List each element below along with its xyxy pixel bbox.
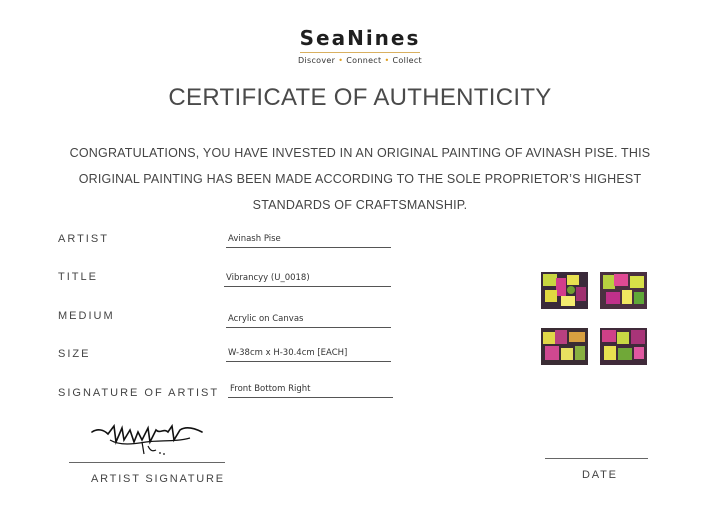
date-label: DATE	[582, 469, 618, 481]
tagline-word: Connect	[346, 56, 382, 65]
tagline-word: Discover	[298, 56, 336, 65]
title-value: Vibrancyy (U_0018)	[224, 273, 391, 287]
painting-thumbnail	[541, 272, 588, 309]
size-label: SIZE	[58, 348, 91, 360]
painting-thumbnail	[600, 328, 647, 365]
artist-label: ARTIST	[58, 233, 109, 245]
brand-tagline	[0, 56, 720, 65]
size-value: W-38cm x H-30.4cm [EACH]	[226, 348, 391, 362]
artist-value: Avinash Pise	[226, 234, 391, 248]
tagline-dot: •	[384, 56, 390, 65]
painting-thumbnail	[600, 272, 647, 309]
medium-value: Acrylic on Canvas	[226, 314, 391, 328]
congratulations-text: CONGRATULATIONS, YOU HAVE INVESTED IN AN ORIGINAL PAINTING OF AVINASH PISE. THIS ORIGINAL PAINTING HAS BEEN MADE ACCORDING TO THE SOLE PROPRIETOR’S HIGHEST STANDARDS OF CRAFTSMANSHIP.	[69, 146, 651, 212]
brand-underline	[300, 52, 420, 53]
date-line	[545, 458, 648, 459]
painting-thumbnail	[541, 328, 588, 365]
artist-signature-label: ARTIST SIGNATURE	[91, 473, 225, 485]
certificate-title: CERTIFICATE OF AUTHENTICITY	[168, 84, 552, 111]
artist-signature-line	[69, 462, 225, 463]
medium-label: MEDIUM	[58, 310, 115, 322]
title-label: TITLE	[58, 271, 98, 283]
brand-logo	[0, 26, 720, 65]
brand-wordmark: SeaNines	[299, 26, 421, 50]
signature-value: Front Bottom Right	[228, 384, 393, 398]
artist-signature-image	[90, 420, 210, 463]
signature-label: SIGNATURE OF ARTIST	[58, 387, 220, 399]
tagline-dot: •	[338, 56, 344, 65]
tagline-word: Collect	[392, 56, 422, 65]
